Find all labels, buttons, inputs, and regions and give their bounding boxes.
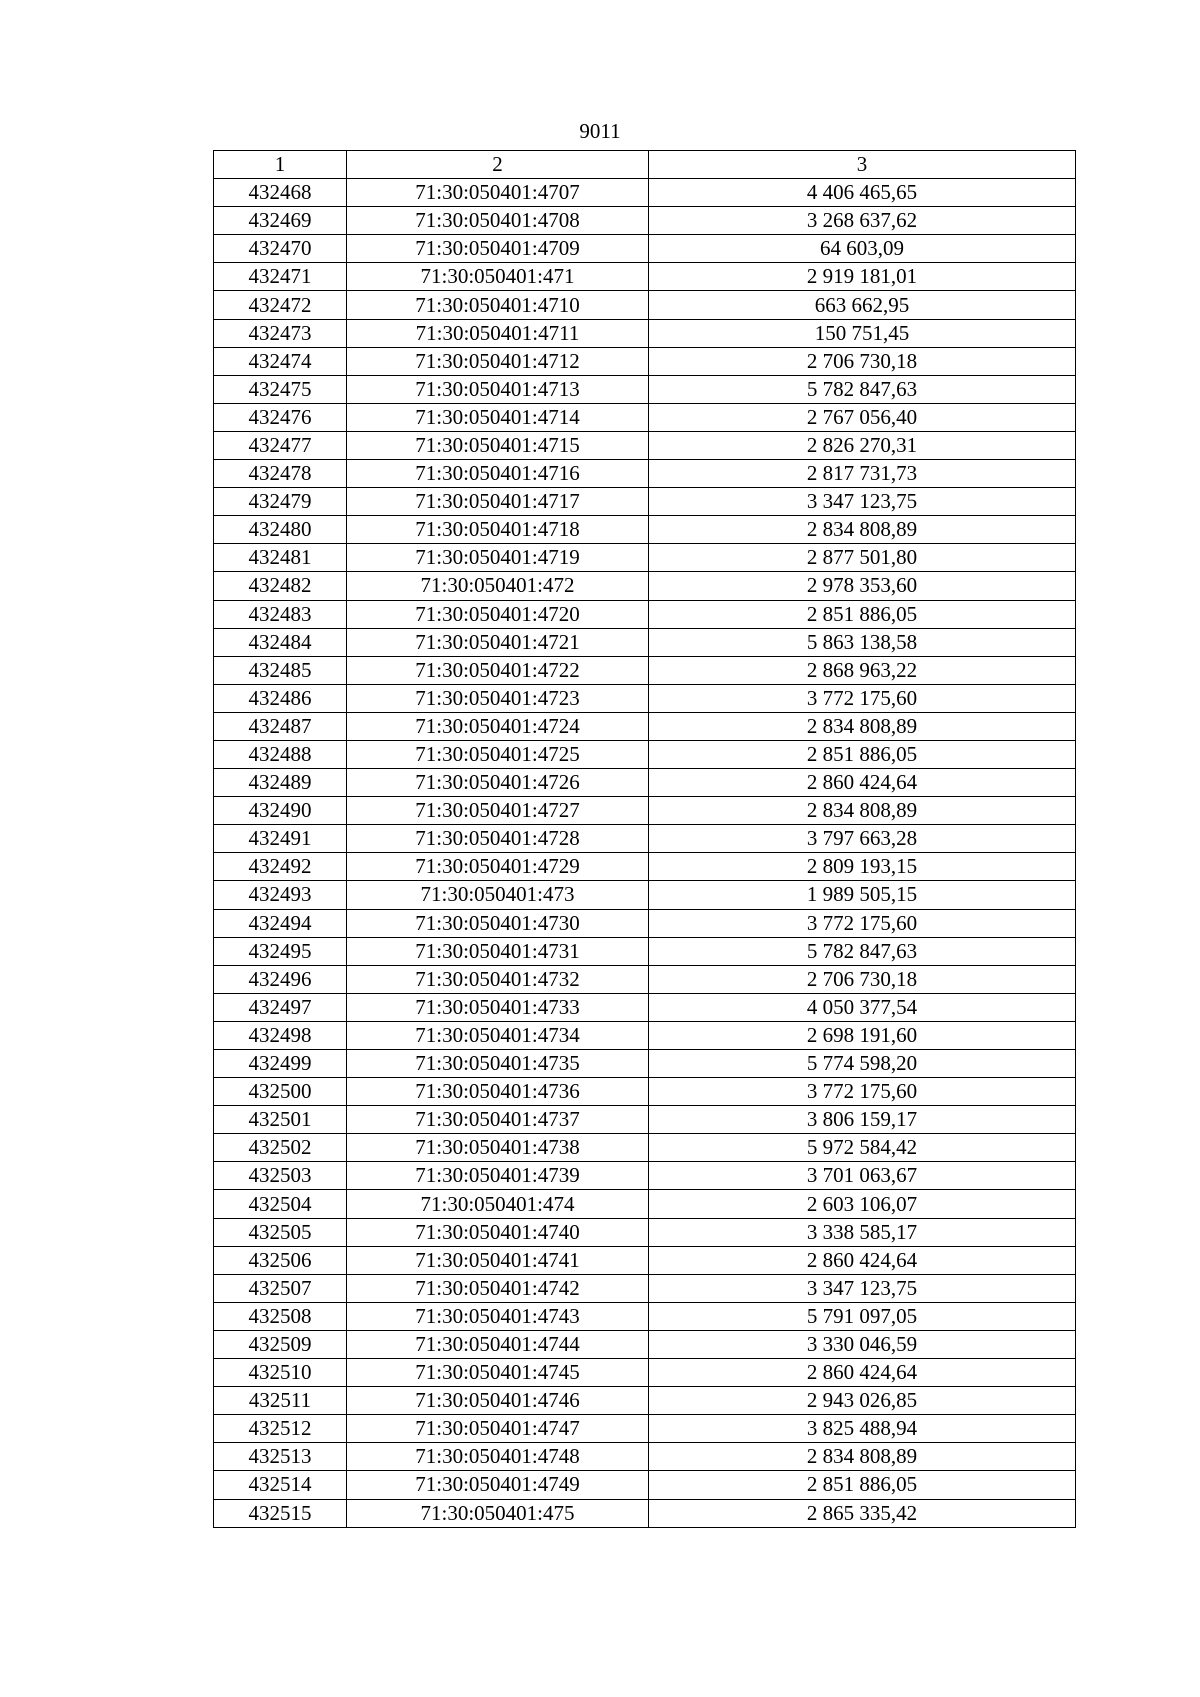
table-row (214, 797, 1076, 825)
table-row (214, 1359, 1076, 1387)
cell-value: 4 406 465,65 (649, 179, 1076, 207)
cell-number: 432506 (214, 1246, 347, 1274)
cell-number: 432489 (214, 769, 347, 797)
table-row (214, 1134, 1076, 1162)
cell-number: 432500 (214, 1078, 347, 1106)
cell-number: 432476 (214, 403, 347, 431)
cell-cadastral-number: 71:30:050401:4726 (347, 769, 649, 797)
cell-number: 432507 (214, 1274, 347, 1302)
cell-cadastral-number: 71:30:050401:4715 (347, 431, 649, 459)
table-row (214, 1499, 1076, 1527)
table-row (214, 1471, 1076, 1499)
cell-number: 432515 (214, 1499, 347, 1527)
cell-number: 432493 (214, 881, 347, 909)
cell-number: 432468 (214, 179, 347, 207)
cell-value: 2 834 808,89 (649, 1443, 1076, 1471)
cell-value: 5 863 138,58 (649, 628, 1076, 656)
cell-value: 2 865 335,42 (649, 1499, 1076, 1527)
cell-number: 432490 (214, 797, 347, 825)
cell-cadastral-number: 71:30:050401:4712 (347, 347, 649, 375)
cell-cadastral-number: 71:30:050401:4739 (347, 1162, 649, 1190)
cell-value: 2 834 808,89 (649, 516, 1076, 544)
cell-value: 2 860 424,64 (649, 769, 1076, 797)
column-header-1: 1 (214, 151, 347, 179)
table-header (214, 151, 1076, 179)
table-row (214, 235, 1076, 263)
table-row (214, 909, 1076, 937)
table-row (214, 291, 1076, 319)
table-row (214, 1078, 1076, 1106)
cell-cadastral-number: 71:30:050401:4727 (347, 797, 649, 825)
cell-value: 2 698 191,60 (649, 1021, 1076, 1049)
cell-value: 3 701 063,67 (649, 1162, 1076, 1190)
cell-number: 432513 (214, 1443, 347, 1471)
cell-value: 2 826 270,31 (649, 431, 1076, 459)
cell-cadastral-number: 71:30:050401:4737 (347, 1106, 649, 1134)
table-row (214, 712, 1076, 740)
cell-number: 432481 (214, 544, 347, 572)
cell-cadastral-number: 71:30:050401:4716 (347, 460, 649, 488)
cell-number: 432505 (214, 1218, 347, 1246)
table-row (214, 1218, 1076, 1246)
page-number: 9011 (579, 119, 621, 143)
cell-value: 2 943 026,85 (649, 1387, 1076, 1415)
cell-cadastral-number: 71:30:050401:4738 (347, 1134, 649, 1162)
cell-cadastral-number: 71:30:050401:4714 (347, 403, 649, 431)
cell-cadastral-number: 71:30:050401:475 (347, 1499, 649, 1527)
cell-cadastral-number: 71:30:050401:4717 (347, 488, 649, 516)
cell-cadastral-number: 71:30:050401:4745 (347, 1359, 649, 1387)
cell-number: 432473 (214, 319, 347, 347)
cell-number: 432487 (214, 712, 347, 740)
cell-number: 432510 (214, 1359, 347, 1387)
cell-cadastral-number: 71:30:050401:4741 (347, 1246, 649, 1274)
cell-cadastral-number: 71:30:050401:473 (347, 881, 649, 909)
cell-value: 3 330 046,59 (649, 1330, 1076, 1358)
cell-value: 1 989 505,15 (649, 881, 1076, 909)
cell-cadastral-number: 71:30:050401:4708 (347, 207, 649, 235)
cell-cadastral-number: 71:30:050401:4713 (347, 375, 649, 403)
cell-number: 432494 (214, 909, 347, 937)
cell-number: 432512 (214, 1415, 347, 1443)
cell-number: 432478 (214, 460, 347, 488)
table-row (214, 375, 1076, 403)
cell-number: 432482 (214, 572, 347, 600)
cell-value: 2 851 886,05 (649, 1471, 1076, 1499)
cell-value: 150 751,45 (649, 319, 1076, 347)
cell-value: 3 797 663,28 (649, 825, 1076, 853)
cell-number: 432488 (214, 740, 347, 768)
cell-cadastral-number: 71:30:050401:4710 (347, 291, 649, 319)
cell-value: 3 347 123,75 (649, 1274, 1076, 1302)
table-row (214, 965, 1076, 993)
table-row (214, 684, 1076, 712)
cell-value: 3 338 585,17 (649, 1218, 1076, 1246)
table-row (214, 853, 1076, 881)
cell-number: 432496 (214, 965, 347, 993)
cell-value: 2 860 424,64 (649, 1359, 1076, 1387)
cell-value: 4 050 377,54 (649, 993, 1076, 1021)
cell-value: 5 782 847,63 (649, 937, 1076, 965)
cell-cadastral-number: 71:30:050401:4725 (347, 740, 649, 768)
cell-number: 432501 (214, 1106, 347, 1134)
cell-value: 5 782 847,63 (649, 375, 1076, 403)
cell-number: 432477 (214, 431, 347, 459)
cell-number: 432495 (214, 937, 347, 965)
table-row (214, 656, 1076, 684)
cell-value: 3 806 159,17 (649, 1106, 1076, 1134)
cell-number: 432514 (214, 1471, 347, 1499)
table-row (214, 207, 1076, 235)
cell-number: 432472 (214, 291, 347, 319)
cell-number: 432486 (214, 684, 347, 712)
cell-number: 432503 (214, 1162, 347, 1190)
cell-number: 432511 (214, 1387, 347, 1415)
cell-cadastral-number: 71:30:050401:4732 (347, 965, 649, 993)
cell-number: 432504 (214, 1190, 347, 1218)
cell-value: 3 772 175,60 (649, 1078, 1076, 1106)
cell-cadastral-number: 71:30:050401:4722 (347, 656, 649, 684)
table-row (214, 825, 1076, 853)
cell-cadastral-number: 71:30:050401:4724 (347, 712, 649, 740)
cell-number: 432484 (214, 628, 347, 656)
table-row (214, 1106, 1076, 1134)
table-row (214, 1246, 1076, 1274)
table-row (214, 881, 1076, 909)
table-row (214, 1330, 1076, 1358)
cell-cadastral-number: 71:30:050401:474 (347, 1190, 649, 1218)
table-row (214, 488, 1076, 516)
cell-number: 432499 (214, 1050, 347, 1078)
table-row (214, 1274, 1076, 1302)
cell-cadastral-number: 71:30:050401:4734 (347, 1021, 649, 1049)
cell-value: 2 851 886,05 (649, 740, 1076, 768)
cell-number: 432491 (214, 825, 347, 853)
cell-value: 2 706 730,18 (649, 347, 1076, 375)
table-row (214, 769, 1076, 797)
cell-cadastral-number: 71:30:050401:4733 (347, 993, 649, 1021)
cell-number: 432479 (214, 488, 347, 516)
table-row (214, 1190, 1076, 1218)
cell-value: 5 972 584,42 (649, 1134, 1076, 1162)
table-body (214, 179, 1076, 1528)
cell-value: 2 834 808,89 (649, 797, 1076, 825)
table-row (214, 1415, 1076, 1443)
cell-value: 3 347 123,75 (649, 488, 1076, 516)
table-header-row (214, 151, 1076, 179)
table-row (214, 1021, 1076, 1049)
table-row (214, 1050, 1076, 1078)
cell-value: 3 268 637,62 (649, 207, 1076, 235)
cell-value: 2 919 181,01 (649, 263, 1076, 291)
cell-value: 3 772 175,60 (649, 684, 1076, 712)
table-row (214, 263, 1076, 291)
cell-value: 3 772 175,60 (649, 909, 1076, 937)
column-header-3: 3 (649, 151, 1076, 179)
table-row (214, 1387, 1076, 1415)
cell-number: 432485 (214, 656, 347, 684)
cell-value: 2 809 193,15 (649, 853, 1076, 881)
cell-cadastral-number: 71:30:050401:4711 (347, 319, 649, 347)
cell-cadastral-number: 71:30:050401:4749 (347, 1471, 649, 1499)
cell-value: 2 834 808,89 (649, 712, 1076, 740)
cell-value: 5 774 598,20 (649, 1050, 1076, 1078)
table-row (214, 544, 1076, 572)
cell-cadastral-number: 71:30:050401:4730 (347, 909, 649, 937)
table-row (214, 460, 1076, 488)
cell-cadastral-number: 71:30:050401:4723 (347, 684, 649, 712)
cell-value: 2 877 501,80 (649, 544, 1076, 572)
table-row (214, 516, 1076, 544)
cell-number: 432475 (214, 375, 347, 403)
column-header-2: 2 (347, 151, 649, 179)
cell-cadastral-number: 71:30:050401:4748 (347, 1443, 649, 1471)
cell-value: 2 817 731,73 (649, 460, 1076, 488)
cell-number: 432469 (214, 207, 347, 235)
cell-value: 3 825 488,94 (649, 1415, 1076, 1443)
table-row (214, 600, 1076, 628)
cell-cadastral-number: 71:30:050401:4736 (347, 1078, 649, 1106)
table-row (214, 403, 1076, 431)
cell-value: 2 851 886,05 (649, 600, 1076, 628)
cell-cadastral-number: 71:30:050401:4719 (347, 544, 649, 572)
cell-number: 432474 (214, 347, 347, 375)
cell-number: 432480 (214, 516, 347, 544)
table-row (214, 572, 1076, 600)
cell-number: 432498 (214, 1021, 347, 1049)
cell-value: 2 978 353,60 (649, 572, 1076, 600)
cell-cadastral-number: 71:30:050401:4720 (347, 600, 649, 628)
cell-value: 2 603 106,07 (649, 1190, 1076, 1218)
cell-number: 432497 (214, 993, 347, 1021)
cell-cadastral-number: 71:30:050401:4718 (347, 516, 649, 544)
cell-number: 432470 (214, 235, 347, 263)
cell-cadastral-number: 71:30:050401:4742 (347, 1274, 649, 1302)
cell-number: 432492 (214, 853, 347, 881)
cell-cadastral-number: 71:30:050401:4728 (347, 825, 649, 853)
cell-cadastral-number: 71:30:050401:4740 (347, 1218, 649, 1246)
cell-cadastral-number: 71:30:050401:4731 (347, 937, 649, 965)
cell-value: 2 767 056,40 (649, 403, 1076, 431)
table-row (214, 319, 1076, 347)
cell-cadastral-number: 71:30:050401:472 (347, 572, 649, 600)
cell-number: 432483 (214, 600, 347, 628)
cell-cadastral-number: 71:30:050401:4747 (347, 1415, 649, 1443)
table-row (214, 431, 1076, 459)
table-row (214, 1302, 1076, 1330)
cell-value: 2 868 963,22 (649, 656, 1076, 684)
cell-value: 2 706 730,18 (649, 965, 1076, 993)
cell-number: 432508 (214, 1302, 347, 1330)
table-row (214, 937, 1076, 965)
cell-value: 663 662,95 (649, 291, 1076, 319)
table-row (214, 740, 1076, 768)
cell-number: 432471 (214, 263, 347, 291)
table-row (214, 1443, 1076, 1471)
table-row (214, 993, 1076, 1021)
cell-cadastral-number: 71:30:050401:471 (347, 263, 649, 291)
cell-value: 5 791 097,05 (649, 1302, 1076, 1330)
cell-cadastral-number: 71:30:050401:4746 (347, 1387, 649, 1415)
table-row (214, 347, 1076, 375)
cell-cadastral-number: 71:30:050401:4721 (347, 628, 649, 656)
cell-cadastral-number: 71:30:050401:4744 (347, 1330, 649, 1358)
cell-cadastral-number: 71:30:050401:4707 (347, 179, 649, 207)
cell-cadastral-number: 71:30:050401:4735 (347, 1050, 649, 1078)
cell-value: 2 860 424,64 (649, 1246, 1076, 1274)
cell-number: 432509 (214, 1330, 347, 1358)
table-row (214, 1162, 1076, 1190)
data-table (213, 150, 1076, 1528)
cell-cadastral-number: 71:30:050401:4709 (347, 235, 649, 263)
cell-cadastral-number: 71:30:050401:4729 (347, 853, 649, 881)
table-row (214, 179, 1076, 207)
cell-cadastral-number: 71:30:050401:4743 (347, 1302, 649, 1330)
table-row (214, 628, 1076, 656)
cell-number: 432502 (214, 1134, 347, 1162)
cell-value: 64 603,09 (649, 235, 1076, 263)
